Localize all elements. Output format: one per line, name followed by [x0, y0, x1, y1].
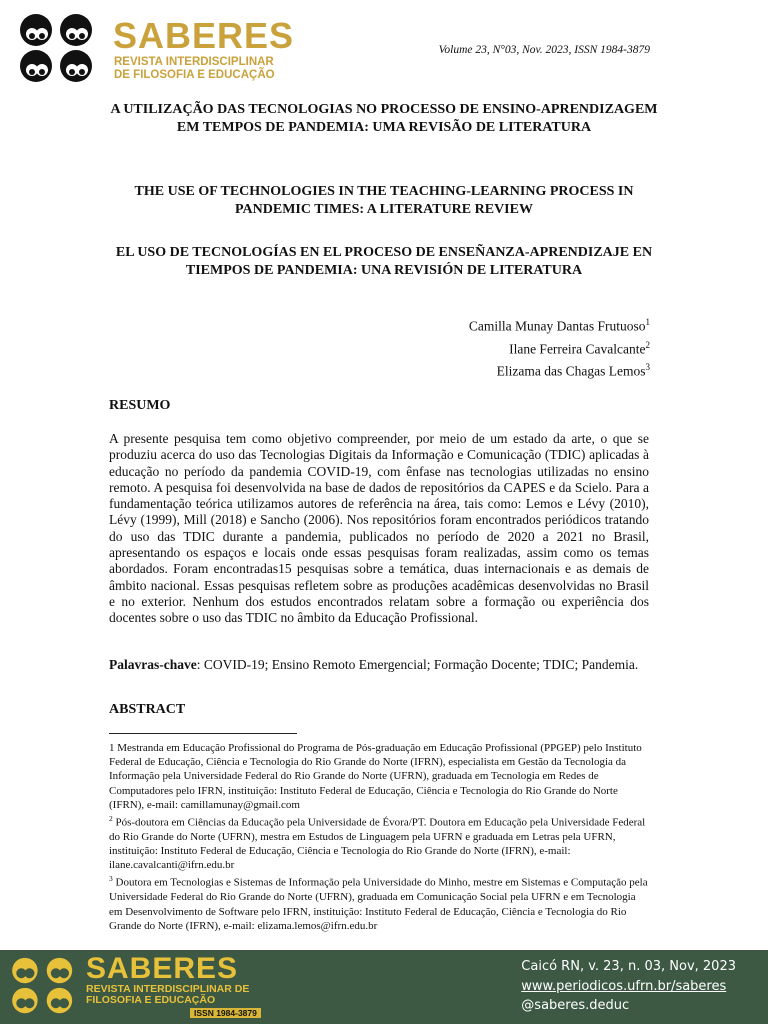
title-english: THE USE OF TECHNOLOGIES IN THE TEACHING-LEARNING PROCESS IN PANDEMIC TIMES: A LITERATURE REVIEW — [134, 184, 634, 217]
footnote-marker[interactable]: 3 — [645, 362, 650, 372]
author-list — [469, 313, 650, 381]
footer-banner — [0, 950, 768, 1024]
footer-info — [521, 957, 736, 1016]
footnote-number: 3 — [109, 874, 113, 884]
footer-citation: Caicó RN, v. 23, n. 03, Nov, 2023 — [521, 959, 736, 974]
title-spanish: EL USO DE TECNOLOGÍAS EN EL PROCESO DE ENSEÑANZA-APRENDIZAJE EN TIEMPOS DE PANDEMIA: UNA REVISIÓN DE LITERATURA — [115, 245, 653, 278]
footnote-marker[interactable]: 2 — [645, 339, 650, 350]
footnotes — [109, 741, 649, 933]
author: Camilla Munay Dantas Frutuoso$^1$ — [468, 317, 650, 334]
title-portuguese: A UTILIZAÇÃO DAS TECNOLOGIAS NO PROCESSO DE ENSINO-APRENDIZAGEM EM TEMPOS DE PANDEMIA: UMA REVISÃO DE LITERATURA — [110, 102, 658, 135]
resumo-text: A presente pesquisa tem como objetivo compreender, por meio de um estado da arte, o que se produziu acerca do uso das Tecnologias Digitais da Informação e Comunicação (TDIC) aplicadas à educação no período da pandemia COVID-19, com ênfase nas tecnologias utilizadas no ensino remoto. A pesquisa foi desenvolvida na base de dados de repositórios da CAPES e da Scielo. Para a fundamentação teórica utilizamos autores de referência na área, tais como: Lemos e Lévy (2010), Lévy (1999), Mill (2018) e Sancho (2006). Nos repositórios foram encontrados periódicos tratando do uso das TDIC durante a pandemia, publicados no período de 2020 a 2021 no Brasil, apresentando os espaços e locais onde essas pesquisas foram realizadas, assim como os temas abordados. Foram encontradas15 pesquisas sobre a temática, duas internacionais e as demais de âmbito nacional. Essas pesquisas refletem sobre as produções acadêmicas desenvolvidas no Brasil e no exterior. Nenhum dos estudos encontrados relatam sobre a formação ou experiência dos docentes sobre o uso das TDIC no âmbito da Educação Profissional. — [109, 431, 649, 626]
keywords-list: : COVID-19; Ensino Remoto Emergencial; Formação Docente; TDIC; Pandemia. — [196, 657, 639, 672]
logo-subtitle-line1: REVISTA INTERDISCIPLINAR — [114, 56, 274, 68]
footer-logo-title: SABERES — [86, 952, 239, 985]
footnote: $^2$ Pós-doutora em Ciências da Educação pela Universidade de Évora/PT. Doutora em Educação pela Universidade Federal do Rio Grande do Norte (UFRN), mestra em Estudos de Linguagem pela UFRN e graduada em Letras pela UFRN, instituição: Instituto Federal de Educação, Ciência e Tecnologia do Rio Grande do Norte (IFRN), e-mail: ilane.cavalcanti@ifrn.edu.br — [109, 814, 646, 872]
footnote-marker[interactable]: 1 — [645, 317, 650, 327]
logo-subtitle-line2: DE FILOSOFIA E EDUCAÇÃO — [114, 69, 275, 81]
footer-logo-subtitle: REVISTA INTERDISCIPLINAR DE FILOSOFIA E EDUCAÇÃO — [86, 983, 250, 1006]
journal-logo — [18, 12, 295, 84]
footer-social-handle[interactable]: @saberes.deduc — [521, 998, 630, 1013]
saberes-logo-icon — [18, 12, 96, 84]
abstract-heading: ABSTRACT — [109, 702, 186, 717]
logo-subtitle — [114, 56, 275, 82]
author: Elizama das Chagas Lemos$^3$ — [496, 362, 650, 379]
volume-info: Volume 23, N°03, Nov. 2023, ISSN 1984-3879 — [438, 44, 650, 56]
footnote-number: 2 — [109, 814, 113, 824]
author: Ilane Ferreira Cavalcante$^2$ — [509, 339, 650, 356]
footer-issn: ISSN 1984-3879 — [190, 1008, 261, 1018]
saberes-logo-icon — [8, 956, 80, 1016]
logo-title: SABERES — [113, 15, 295, 56]
footer-website-link[interactable]: www.periodicos.ufrn.br/saberes — [521, 978, 727, 994]
keywords-label: Palavras-chave — [109, 657, 197, 672]
keywords — [109, 657, 649, 673]
resumo-heading: RESUMO — [109, 398, 171, 413]
footnote-number: 1 — [109, 742, 115, 754]
footnote: 1 Mestranda em Educação Profissional do Programa de Pós-graduação em Educação Profissional (PPGEP) pelo Instituto Federal de Educação, Ciência e Tecnologia do Rio Grande do Norte (IFRN), especialista em Gestão da Tecnologia da Informação pela Universidade Federal do Rio Grande do Norte (UFRN), graduada em Tecnologia em Redes de Computadores pelo IFRN, instituição: Instituto Federal de Educação, Ciência e Tecnologia do Rio Grande do Norte (IFRN), e-mail: camillamunay@gmail.com — [109, 742, 642, 811]
footnote: $^3$ Doutora em Tecnologias e Sistemas de Informação pela Universidade do Minho, mestre em Sistemas e Computação pela Universidade Federal do Rio Grande do Norte (UFRN), graduada em Comunicação Social pela UFRN e em Tecnologia em Desenvolvimento de Software pelo IFRN, instituição: Instituto Federal de Educação, Ciência e Tecnologia do Rio Grande do Norte (IFRN), e-mail: elizama.lemos@ifrn.edu.br — [109, 874, 648, 932]
footnote-divider — [109, 733, 297, 734]
